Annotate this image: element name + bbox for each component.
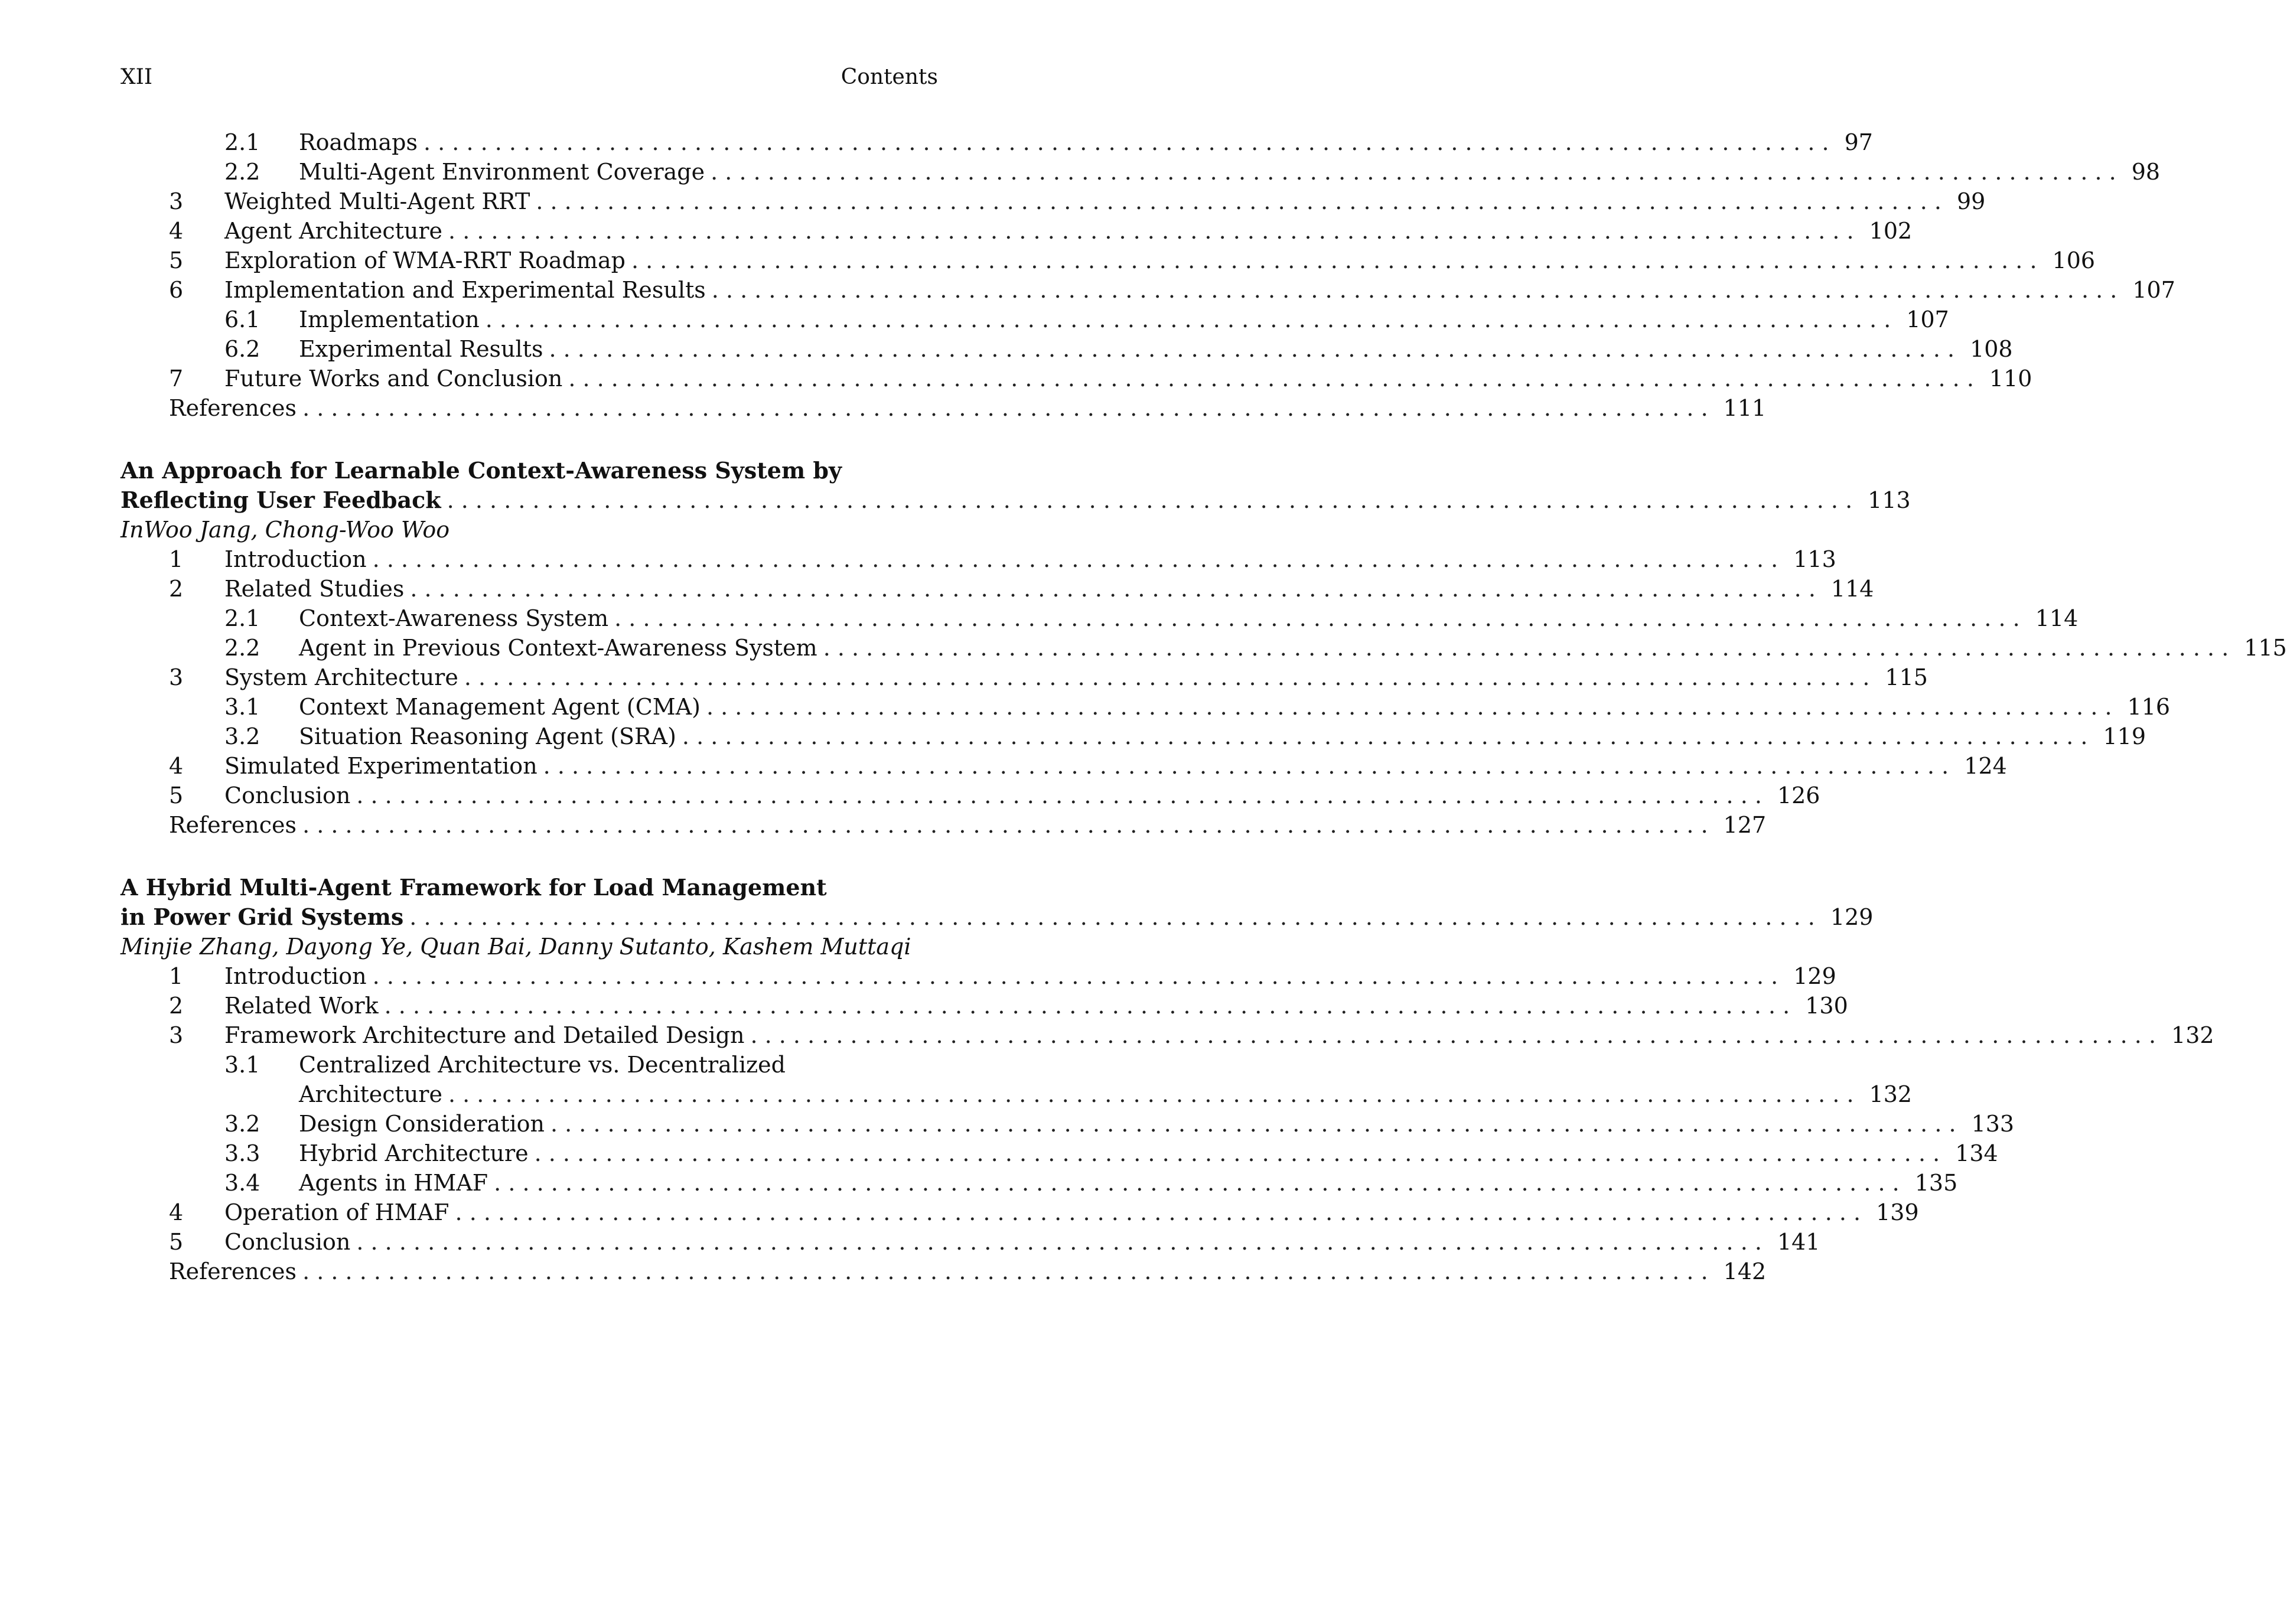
toc-entry[interactable] bbox=[120, 692, 2171, 722]
toc-entry-continuation[interactable] bbox=[120, 1080, 1913, 1109]
dot-leader: . . . . . . . . . . . . . . . . . . . . . . . . . . . . . . . . . . . . . . . . . . . . . . . . . . . . . . . . . . . . . . . . . . . . . . . . . . . . . . . . . . . . . . . . . . . . . . . . . . . bbox=[706, 694, 2112, 720]
toc-entry[interactable] bbox=[120, 334, 2013, 364]
section-title: Design Consideration bbox=[299, 1111, 545, 1137]
section-number: 6.2 bbox=[224, 336, 260, 362]
section-title: Roadmaps bbox=[299, 129, 418, 155]
section-number: 4 bbox=[169, 218, 184, 244]
page-number: 130 bbox=[1805, 993, 1848, 1019]
section-title: Introduction bbox=[224, 963, 367, 989]
section-number: 3 bbox=[169, 1022, 184, 1048]
section-number: 3.1 bbox=[224, 1052, 260, 1078]
toc-entry[interactable] bbox=[120, 1050, 938, 1080]
dot-leader: . . . . . . . . . . . . . . . . . . . . . . . . . . . . . . . . . . . . . . . . . . . . . . . . . . . . . . . . . . . . . . . . . . . . . . . . . . . . . . . . . . . . . . . . . . . . . . . . . . . bbox=[372, 963, 1778, 989]
dot-leader: . . . . . . . . . . . . . . . . . . . . . . . . . . . . . . . . . . . . . . . . . . . . . . . . . . . . . . . . . . . . . . . . . . . . . . . . . . . . . . . . . . . . . . . . . . . . . . . . . . . bbox=[448, 1081, 1854, 1107]
section-number: 2.2 bbox=[224, 635, 260, 661]
toc-entry[interactable] bbox=[120, 604, 2079, 633]
toc-entry[interactable] bbox=[120, 275, 2175, 305]
section-title: Agent Architecture bbox=[224, 218, 443, 244]
dot-leader: . . . . . . . . . . . . . . . . . . . . . . . . . . . . . . . . . . . . . . . . . . . . . . . . . . . . . . . . . . . . . . . . . . . . . . . . . . . . . . . . . . . . . . . . . . . . . . . . . . . bbox=[711, 159, 2116, 185]
dot-leader: . . . . . . . . . . . . . . . . . . . . . . . . . . . . . . . . . . . . . . . . . . . . . . . . . . . . . . . . . . . . . . . . . . . . . . . . . . . . . . . . . . . . . . . . . . . . . . . . . . . bbox=[448, 218, 1854, 244]
chapter-title-line[interactable] bbox=[120, 902, 1874, 932]
section-number: 1 bbox=[169, 546, 184, 572]
page-number: 142 bbox=[1723, 1258, 1767, 1284]
section-number: 3 bbox=[169, 664, 184, 690]
page-number: 126 bbox=[1777, 782, 1820, 808]
chapter-title-line[interactable] bbox=[120, 873, 938, 902]
toc-entry[interactable] bbox=[120, 187, 1986, 216]
section-title: System Architecture bbox=[224, 664, 458, 690]
section-number: 6 bbox=[169, 277, 184, 303]
section-number: 3.2 bbox=[224, 1111, 260, 1137]
chapter-title: A Hybrid Multi-Agent Framework for Load Management bbox=[120, 874, 827, 901]
page-number: 139 bbox=[1876, 1199, 1919, 1225]
section-number: 4 bbox=[169, 753, 184, 779]
section-title: Multi-Agent Environment Coverage bbox=[299, 159, 705, 185]
page-number: 133 bbox=[1971, 1111, 2015, 1137]
dot-leader: . . . . . . . . . . . . . . . . . . . . . . . . . . . . . . . . . . . . . . . . . . . . . . . . . . . . . . . . . . . . . . . . . . . . . . . . . . . . . . . . . . . . . . . . . . . . . . . . . . . bbox=[409, 904, 1815, 930]
section-number: 5 bbox=[169, 247, 184, 273]
dot-leader: . . . . . . . . . . . . . . . . . . . . . . . . . . . . . . . . . . . . . . . . . . . . . . . . . . . . . . . . . . . . . . . . . . . . . . . . . . . . . . . . . . . . . . . . . . . . . . . . . . . bbox=[534, 1140, 1940, 1166]
section-title: Framework Architecture and Detailed Design bbox=[224, 1022, 745, 1048]
section-title: Implementation and Experimental Results bbox=[224, 277, 706, 303]
toc-entry[interactable] bbox=[120, 364, 2032, 393]
section-title: Exploration of WMA-RRT Roadmap bbox=[224, 247, 625, 273]
dot-leader: . . . . . . . . . . . . . . . . . . . . . . . . . . . . . . . . . . . . . . . . . . . . . . . . . . . . . . . . . . . . . . . . . . . . . . . . . . . . . . . . . . . . . . . . . . . . . . . . . . . bbox=[750, 1022, 2156, 1048]
chapter-title: in Power Grid Systems bbox=[120, 904, 404, 930]
page-number: 132 bbox=[1869, 1081, 1913, 1107]
section-number: 3.3 bbox=[224, 1140, 260, 1166]
page-number: 113 bbox=[1868, 487, 1911, 513]
chapter-authors-line bbox=[120, 515, 938, 544]
chapter-title: Reflecting User Feedback bbox=[120, 487, 441, 513]
toc-entry[interactable] bbox=[120, 1168, 1958, 1198]
section-title: Related Studies bbox=[224, 576, 405, 602]
dot-leader: . . . . . . . . . . . . . . . . . . . . . . . . . . . . . . . . . . . . . . . . . . . . . . . . . . . . . . . . . . . . . . . . . . . . . . . . . . . . . . . . . . . . . . . . . . . . . . . . . . . bbox=[356, 782, 1762, 808]
page-number: 135 bbox=[1914, 1170, 1958, 1196]
section-number: 2.1 bbox=[224, 129, 260, 155]
page-number: 113 bbox=[1793, 546, 1836, 572]
page-number: 124 bbox=[1964, 753, 2007, 779]
section-number: 2 bbox=[169, 993, 184, 1019]
dot-leader: . . . . . . . . . . . . . . . . . . . . . . . . . . . . . . . . . . . . . . . . . . . . . . . . . . . . . . . . . . . . . . . . . . . . . . . . . . . . . . . . . . . . . . . . . . . . . . . . . . . bbox=[372, 546, 1778, 572]
page-number: 98 bbox=[2131, 159, 2161, 185]
section-title: References bbox=[169, 395, 297, 421]
dot-leader: . . . . . . . . . . . . . . . . . . . . . . . . . . . . . . . . . . . . . . . . . . . . . . . . . . . . . . . . . . . . . . . . . . . . . . . . . . . . . . . . . . . . . . . . . . . . . . . . . . . bbox=[549, 336, 1955, 362]
section-title: Future Works and Conclusion bbox=[224, 366, 563, 392]
dot-leader: . . . . . . . . . . . . . . . . . . . . . . . . . . . . . . . . . . . . . . . . . . . . . . . . . . . . . . . . . . . . . . . . . . . . . . . . . . . . . . . . . . . . . . . . . . . . . . . . . . . bbox=[550, 1111, 1956, 1137]
section-number: 3.1 bbox=[224, 694, 260, 720]
section-number: 3.4 bbox=[224, 1170, 260, 1196]
dot-leader: . . . . . . . . . . . . . . . . . . . . . . . . . . . . . . . . . . . . . . . . . . . . . . . . . . . . . . . . . . . . . . . . . . . . . . . . . . . . . . . . . . . . . . . . . . . . . . . . . . . bbox=[614, 605, 2020, 631]
dot-leader: . . . . . . . . . . . . . . . . . . . . . . . . . . . . . . . . . . . . . . . . . . . . . . . . . . . . . . . . . . . . . . . . . . . . . . . . . . . . . . . . . . . . . . . . . . . . . . . . . . . bbox=[447, 487, 1853, 513]
page-number: 114 bbox=[2035, 605, 2079, 631]
toc-entry-references[interactable] bbox=[120, 1257, 1767, 1286]
toc-entry[interactable] bbox=[120, 305, 1949, 334]
toc-entry[interactable] bbox=[120, 216, 1913, 246]
section-title: Simulated Experimentation bbox=[224, 753, 537, 779]
toc-entry-references[interactable] bbox=[120, 810, 1767, 840]
page-number: 132 bbox=[2171, 1022, 2214, 1048]
dot-leader: . . . . . . . . . . . . . . . . . . . . . . . . . . . . . . . . . . . . . . . . . . . . . . . . . . . . . . . . . . . . . . . . . . . . . . . . . . . . . . . . . . . . . . . . . . . . . . . . . . . bbox=[410, 576, 1816, 602]
dot-leader: . . . . . . . . . . . . . . . . . . . . . . . . . . . . . . . . . . . . . . . . . . . . . . . . . . . . . . . . . . . . . . . . . . . . . . . . . . . . . . . . . . . . . . . . . . . . . . . . . . . bbox=[631, 247, 2037, 273]
section-title-continued: Architecture bbox=[299, 1081, 442, 1107]
page-number: 97 bbox=[1844, 129, 1873, 155]
page-number: 107 bbox=[1906, 306, 1949, 332]
toc-entry[interactable] bbox=[120, 246, 2096, 275]
section-title: References bbox=[169, 812, 297, 838]
page-number: 107 bbox=[2132, 277, 2175, 303]
page-number: 127 bbox=[1723, 812, 1767, 838]
dot-leader: . . . . . . . . . . . . . . . . . . . . . . . . . . . . . . . . . . . . . . . . . . . . . . . . . . . . . . . . . . . . . . . . . . . . . . . . . . . . . . . . . . . . . . . . . . . . . . . . . . . bbox=[384, 993, 1790, 1019]
chapter-title: An Approach for Learnable Context-Awareness System by bbox=[120, 457, 842, 484]
section-title: Situation Reasoning Agent (SRA) bbox=[299, 723, 676, 749]
page-number: 99 bbox=[1956, 188, 1986, 214]
page-number: 106 bbox=[2052, 247, 2096, 273]
toc-entry[interactable] bbox=[120, 751, 2007, 781]
toc-entry[interactable] bbox=[120, 663, 1928, 692]
dot-leader: . . . . . . . . . . . . . . . . . . . . . . . . . . . . . . . . . . . . . . . . . . . . . . . . . . . . . . . . . . . . . . . . . . . . . . . . . . . . . . . . . . . . . . . . . . . . . . . . . . . bbox=[455, 1199, 1861, 1225]
section-title: Introduction bbox=[224, 546, 367, 572]
dot-leader: . . . . . . . . . . . . . . . . . . . . . . . . . . . . . . . . . . . . . . . . . . . . . . . . . . . . . . . . . . . . . . . . . . . . . . . . . . . . . . . . . . . . . . . . . . . . . . . . . . . bbox=[423, 129, 1829, 155]
section-title: Context Management Agent (CMA) bbox=[299, 694, 701, 720]
toc-entry-references[interactable] bbox=[120, 393, 1767, 423]
dot-leader: . . . . . . . . . . . . . . . . . . . . . . . . . . . . . . . . . . . . . . . . . . . . . . . . . . . . . . . . . . . . . . . . . . . . . . . . . . . . . . . . . . . . . . . . . . . . . . . . . . . bbox=[302, 1258, 1708, 1284]
section-number: 6.1 bbox=[224, 306, 260, 332]
section-title: Conclusion bbox=[224, 1229, 351, 1255]
section-title: Implementation bbox=[299, 306, 480, 332]
section-title: Context-Awareness System bbox=[299, 605, 609, 631]
chapter-authors-line bbox=[120, 932, 938, 961]
section-number: 4 bbox=[169, 1199, 184, 1225]
page-number: 110 bbox=[1989, 366, 2032, 392]
toc-entry[interactable] bbox=[120, 722, 2146, 751]
toc-entry[interactable] bbox=[120, 961, 1836, 991]
chapter-title-line[interactable] bbox=[120, 485, 1911, 515]
section-number: 5 bbox=[169, 1229, 184, 1255]
page-number: 141 bbox=[1777, 1229, 1820, 1255]
section-number: 2 bbox=[169, 576, 184, 602]
section-title: Weighted Multi-Agent RRT bbox=[224, 188, 530, 214]
section-number: 2.2 bbox=[224, 159, 260, 185]
section-title: Operation of HMAF bbox=[224, 1199, 449, 1225]
toc-entry[interactable] bbox=[120, 991, 1848, 1020]
toc-entry[interactable] bbox=[120, 633, 2287, 663]
dot-leader: . . . . . . . . . . . . . . . . . . . . . . . . . . . . . . . . . . . . . . . . . . . . . . . . . . . . . . . . . . . . . . . . . . . . . . . . . . . . . . . . . . . . . . . . . . . . . . . . . . . bbox=[485, 306, 1891, 332]
toc-entry[interactable] bbox=[120, 157, 2161, 187]
dot-leader: . . . . . . . . . . . . . . . . . . . . . . . . . . . . . . . . . . . . . . . . . . . . . . . . . . . . . . . . . . . . . . . . . . . . . . . . . . . . . . . . . . . . . . . . . . . . . . . . . . . bbox=[536, 188, 1941, 214]
toc-entry[interactable] bbox=[120, 544, 1836, 574]
page-number: 114 bbox=[1830, 576, 1874, 602]
dot-leader: . . . . . . . . . . . . . . . . . . . . . . . . . . . . . . . . . . . . . . . . . . . . . . . . . . . . . . . . . . . . . . . . . . . . . . . . . . . . . . . . . . . . . . . . . . . . . . . . . . . bbox=[823, 635, 2229, 661]
dot-leader: . . . . . . . . . . . . . . . . . . . . . . . . . . . . . . . . . . . . . . . . . . . . . . . . . . . . . . . . . . . . . . . . . . . . . . . . . . . . . . . . . . . . . . . . . . . . . . . . . . . bbox=[543, 753, 1949, 779]
section-number: 7 bbox=[169, 366, 184, 392]
dot-leader: . . . . . . . . . . . . . . . . . . . . . . . . . . . . . . . . . . . . . . . . . . . . . . . . . . . . . . . . . . . . . . . . . . . . . . . . . . . . . . . . . . . . . . . . . . . . . . . . . . . bbox=[464, 664, 1870, 690]
page-number: 119 bbox=[2103, 723, 2146, 749]
page-number: 111 bbox=[1723, 395, 1767, 421]
dot-leader: . . . . . . . . . . . . . . . . . . . . . . . . . . . . . . . . . . . . . . . . . . . . . . . . . . . . . . . . . . . . . . . . . . . . . . . . . . . . . . . . . . . . . . . . . . . . . . . . . . . bbox=[302, 395, 1708, 421]
section-number: 2.1 bbox=[224, 605, 260, 631]
toc-entry[interactable] bbox=[120, 574, 1874, 604]
page-number: 129 bbox=[1793, 963, 1836, 989]
section-title: Agent in Previous Context-Awareness System bbox=[299, 635, 817, 661]
section-title: Related Work bbox=[224, 993, 379, 1019]
section-number: 3 bbox=[169, 188, 184, 214]
toc-entry[interactable] bbox=[120, 781, 1820, 810]
section-title: Centralized Architecture vs. Decentralized bbox=[299, 1052, 786, 1078]
dot-leader: . . . . . . . . . . . . . . . . . . . . . . . . . . . . . . . . . . . . . . . . . . . . . . . . . . . . . . . . . . . . . . . . . . . . . . . . . . . . . . . . . . . . . . . . . . . . . . . . . . . bbox=[356, 1229, 1762, 1255]
section-number: 3.2 bbox=[224, 723, 260, 749]
dot-leader: . . . . . . . . . . . . . . . . . . . . . . . . . . . . . . . . . . . . . . . . . . . . . . . . . . . . . . . . . . . . . . . . . . . . . . . . . . . . . . . . . . . . . . . . . . . . . . . . . . . bbox=[494, 1170, 1900, 1196]
dot-leader: . . . . . . . . . . . . . . . . . . . . . . . . . . . . . . . . . . . . . . . . . . . . . . . . . . . . . . . . . . . . . . . . . . . . . . . . . . . . . . . . . . . . . . . . . . . . . . . . . . . bbox=[302, 812, 1708, 838]
chapter-authors: Minjie Zhang, Dayong Ye, Quan Bai, Danny Sutanto, Kashem Muttaqi bbox=[120, 934, 911, 960]
dot-leader: . . . . . . . . . . . . . . . . . . . . . . . . . . . . . . . . . . . . . . . . . . . . . . . . . . . . . . . . . . . . . . . . . . . . . . . . . . . . . . . . . . . . . . . . . . . . . . . . . . . bbox=[711, 277, 2117, 303]
section-title: Hybrid Architecture bbox=[299, 1140, 529, 1166]
running-head-section: Contents bbox=[840, 65, 938, 89]
toc-entry[interactable] bbox=[120, 1139, 1998, 1168]
section-number: 1 bbox=[169, 963, 184, 989]
page-label: XII bbox=[120, 65, 153, 89]
running-head bbox=[120, 63, 938, 92]
page-number: 116 bbox=[2127, 694, 2171, 720]
dot-leader: . . . . . . . . . . . . . . . . . . . . . . . . . . . . . . . . . . . . . . . . . . . . . . . . . . . . . . . . . . . . . . . . . . . . . . . . . . . . . . . . . . . . . . . . . . . . . . . . . . . bbox=[682, 723, 2088, 749]
section-title: References bbox=[169, 1258, 297, 1284]
toc-entry[interactable] bbox=[120, 128, 1873, 157]
chapter-authors: InWoo Jang, Chong-Woo Woo bbox=[120, 517, 450, 543]
toc-entry[interactable] bbox=[120, 1109, 2015, 1139]
chapter-title-line[interactable] bbox=[120, 456, 938, 485]
toc-entry[interactable] bbox=[120, 1020, 2214, 1050]
page-number: 129 bbox=[1830, 904, 1874, 930]
dot-leader: . . . . . . . . . . . . . . . . . . . . . . . . . . . . . . . . . . . . . . . . . . . . . . . . . . . . . . . . . . . . . . . . . . . . . . . . . . . . . . . . . . . . . . . . . . . . . . . . . . . bbox=[568, 366, 1974, 392]
page-number: 134 bbox=[1955, 1140, 1998, 1166]
page-number: 108 bbox=[1970, 336, 2013, 362]
section-title: Agents in HMAF bbox=[299, 1170, 488, 1196]
page-number: 115 bbox=[1885, 664, 1928, 690]
section-number: 5 bbox=[169, 782, 184, 808]
page-number: 115 bbox=[2244, 635, 2287, 661]
table-of-contents bbox=[120, 128, 2287, 1286]
page-number: 102 bbox=[1869, 218, 1913, 244]
section-title: Conclusion bbox=[224, 782, 351, 808]
toc-entry[interactable] bbox=[120, 1227, 1820, 1257]
toc-entry[interactable] bbox=[120, 1198, 1919, 1227]
section-title: Experimental Results bbox=[299, 336, 543, 362]
